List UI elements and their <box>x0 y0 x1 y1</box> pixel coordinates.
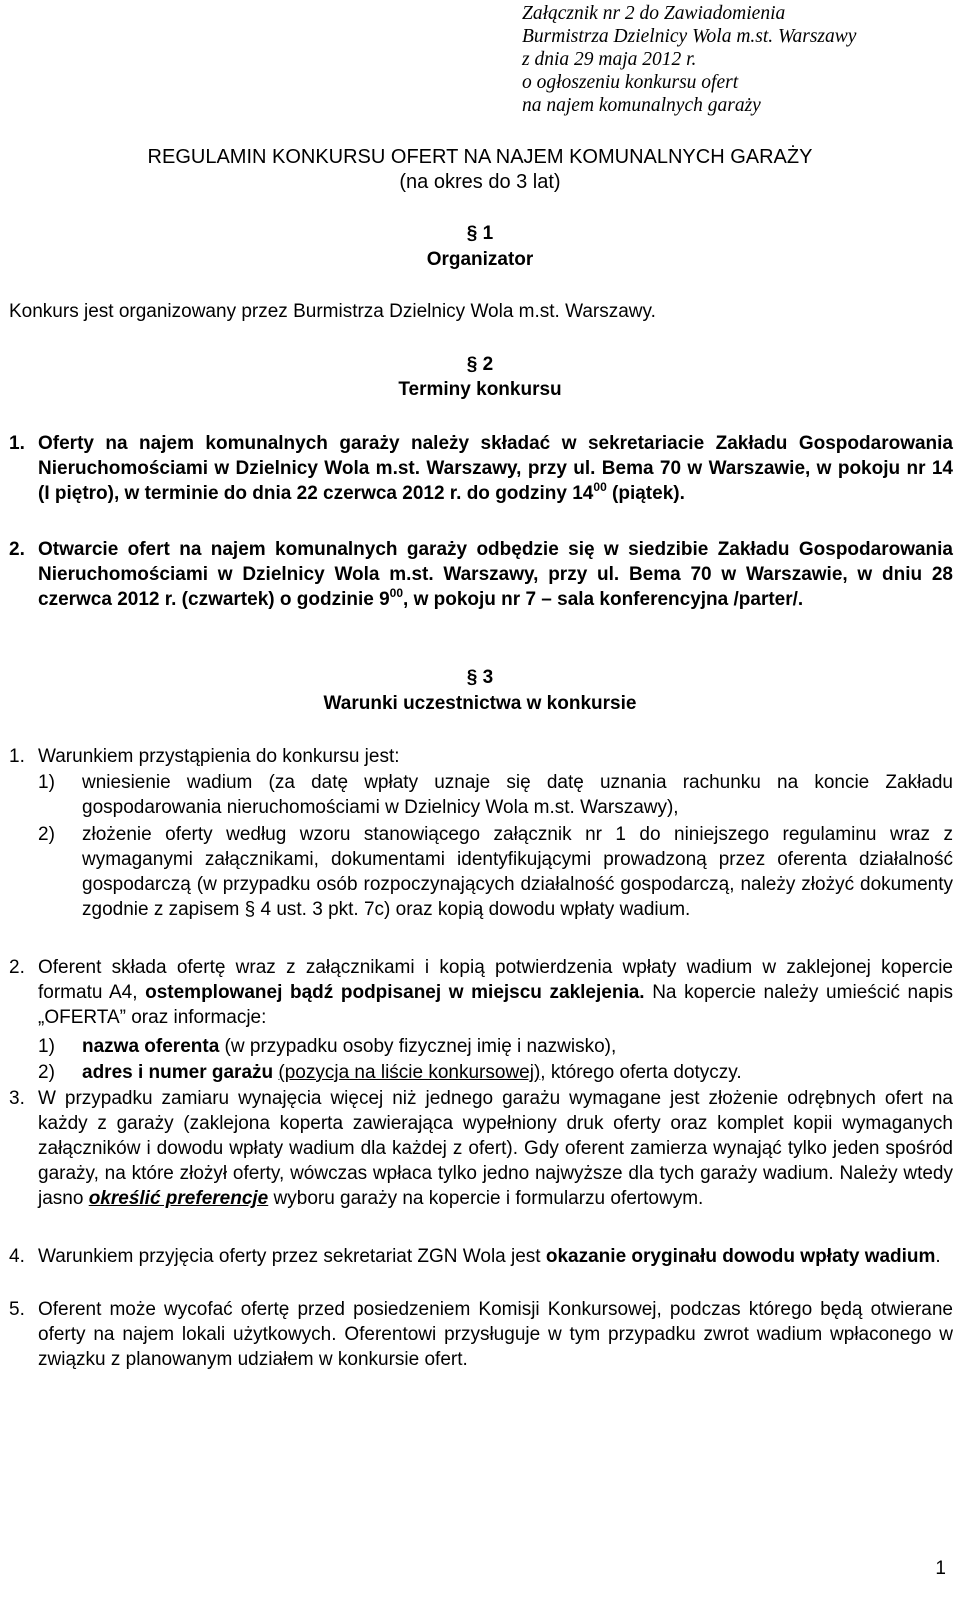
annex-line: o ogłoszeniu konkursu ofert <box>522 72 739 93</box>
item-text-bold: ostemplowanej bądź podpisanej w miejscu zaklejenia. <box>145 982 645 1003</box>
sub-text-bold: adres i numer garażu <box>82 1062 274 1083</box>
item-text-end: (piątek). <box>606 483 685 504</box>
sub-text: , którego oferta dotyczy. <box>540 1062 742 1083</box>
item-text-rest: Na kopercie należy umieścić napis „OFERTA” oraz informacje: <box>38 982 953 1028</box>
section-2-item-2 <box>9 537 953 612</box>
item-number: 3. <box>9 1088 25 1109</box>
item-text-emphasis: określić preferencje <box>88 1188 269 1209</box>
page-number: 1 <box>935 1558 946 1579</box>
section-3-item-1-sub-2 <box>38 822 953 922</box>
section-3-item-3 <box>9 1086 953 1211</box>
section-3-item-1 <box>9 744 953 769</box>
section-3-item-4 <box>9 1244 953 1269</box>
sub-text-bold: nazwa oferenta <box>82 1036 220 1057</box>
item-text: Warunkiem przyjęcia oferty przez sekretariat ZGN Wola jest <box>38 1246 546 1267</box>
item-text-rest: wyboru garaży na kopercie i formularzu ofertowym. <box>268 1188 704 1209</box>
sub-text: (w przypadku osoby fizycznej imię i nazwisko), <box>219 1036 617 1057</box>
sub-number: 1) <box>38 1036 55 1057</box>
section-2-item-1 <box>9 431 953 506</box>
section-3-item-2-sub-2 <box>38 1060 953 1085</box>
item-text: Oferent może wycofać ofertę przed posiedzeniem Komisji Konkursowej, podczas którego będą otwierane oferty na najem lokali użytkowych. Oferentowi przysługuje w tym przypadku zwrot wadium wpłaconego w związku z planowanym udziałem w konkursie ofert. <box>38 1299 953 1370</box>
section-3-item-1-sub-1 <box>38 770 953 820</box>
section-1-text: Konkurs jest organizowany przez Burmistrza Dzielnicy Wola m.st. Warszawy. <box>9 301 656 322</box>
item-number: 2. <box>9 539 25 560</box>
item-text: Oferty na najem komunalnych garaży należy składać w sekretariacie Zakładu Gospodarowania Nieruchomościami w Dzielnicy Wola m.st. Warszawy, przy ul. Bema 70 w Warszawie, w pokoju nr 14 (I piętro), w terminie do dnia 22 czerwca 2012 r. do godziny 14 <box>38 433 953 504</box>
section-3-number: § 3 <box>466 667 494 688</box>
superscript: 00 <box>389 586 404 600</box>
superscript: 00 <box>593 480 607 494</box>
item-text: Oferent składa ofertę wraz z załącznikami i kopią potwierdzenia wpłaty wadium w zaklejonej kopercie formatu A4, <box>38 957 953 1003</box>
sub-number: 2) <box>38 824 55 845</box>
sub-number: 2) <box>38 1062 55 1083</box>
item-text: Warunkiem przystąpienia do konkursu jest: <box>38 746 400 767</box>
item-number: 2. <box>9 957 25 978</box>
item-number: 4. <box>9 1246 25 1267</box>
annex-line: Załącznik nr 2 do Zawiadomienia <box>522 3 786 24</box>
section-3-item-2-sub-1 <box>38 1034 953 1059</box>
sub-text: złożenie oferty według wzoru stanowiącego załącznik nr 1 do niniejszego regulaminu wraz z wymaganymi załącznikami, dokumentami identyfikującymi prowadzoną przez oferenta działalność gospodarczą (w przypadku osób rozpoczynających działalność gospodarczą, należy złożyć dokumenty zgodnie z zapisem § 4 ust. 3 pkt. 7c) oraz kopią dowodu wpłaty wadium. <box>82 824 953 920</box>
section-2-number: § 2 <box>466 354 494 375</box>
annex-line: Burmistrza Dzielnicy Wola m.st. Warszawy <box>522 26 857 47</box>
item-text-bold: okazanie oryginału dowodu wpłaty wadium <box>545 1246 936 1267</box>
sub-text: wniesienie wadium (za datę wpłaty uznaje się datę uznania rachunku na koncie Zakładu gospodarowania nieruchomościami w Dzielnicy Wola m.st. Warszawy), <box>82 772 953 818</box>
item-text-end: , w pokoju nr 7 – sala konferencyjna /parter/. <box>403 589 804 610</box>
section-3-item-5 <box>9 1297 953 1372</box>
item-number: 5. <box>9 1299 25 1320</box>
item-number: 1. <box>9 746 25 767</box>
document-subtitle: (na okres do 3 lat) <box>399 171 561 193</box>
annex-line: z dnia 29 maja 2012 r. <box>522 49 697 70</box>
item-number: 1. <box>9 433 25 454</box>
annex-line: na najem komunalnych garaży <box>522 95 761 116</box>
section-1-title: Organizator <box>426 249 534 270</box>
sub-text-underlined: (pozycja na liście konkursowej) <box>278 1062 541 1083</box>
item-text: W przypadku zamiaru wynajęcia więcej niż jednego garażu wymagane jest złożenie odrębnych ofert na każdy z garaży (zaklejona koperta zawierająca wypełniony druk oferty oraz komplet kopii wymaganych załączników i dowodu wpłaty wadium dla każdej z ofert). Gdy oferent zamierza wynająć tylko jeden spośród garaży, na które złożył oferty, wówczas wpłaca tylko jedno najwyższe dla tych garaży wadium. Należy wtedy jasno <box>38 1088 953 1209</box>
item-text-end: . <box>935 1246 941 1267</box>
item-text: Otwarcie ofert na najem komunalnych garaży odbędzie się w siedzibie Zakładu Gospodarowania Nieruchomościami w Dzielnicy Wola m.st. Warszawy, przy ul. Bema 70 w Warszawie, w dniu 28 czerwca 2012 r. (czwartek) o godzinie 9 <box>38 539 953 610</box>
document-title: REGULAMIN KONKURSU OFERT NA NAJEM KOMUNALNYCH GARAŻY <box>147 146 813 168</box>
section-3-title: Warunki uczestnictwa w konkursie <box>323 693 637 714</box>
annex-note <box>522 2 942 117</box>
sub-number: 1) <box>38 772 55 793</box>
section-3-item-2 <box>9 955 953 1030</box>
section-2-title: Terminy konkursu <box>398 379 562 400</box>
section-1-number: § 1 <box>466 223 494 244</box>
